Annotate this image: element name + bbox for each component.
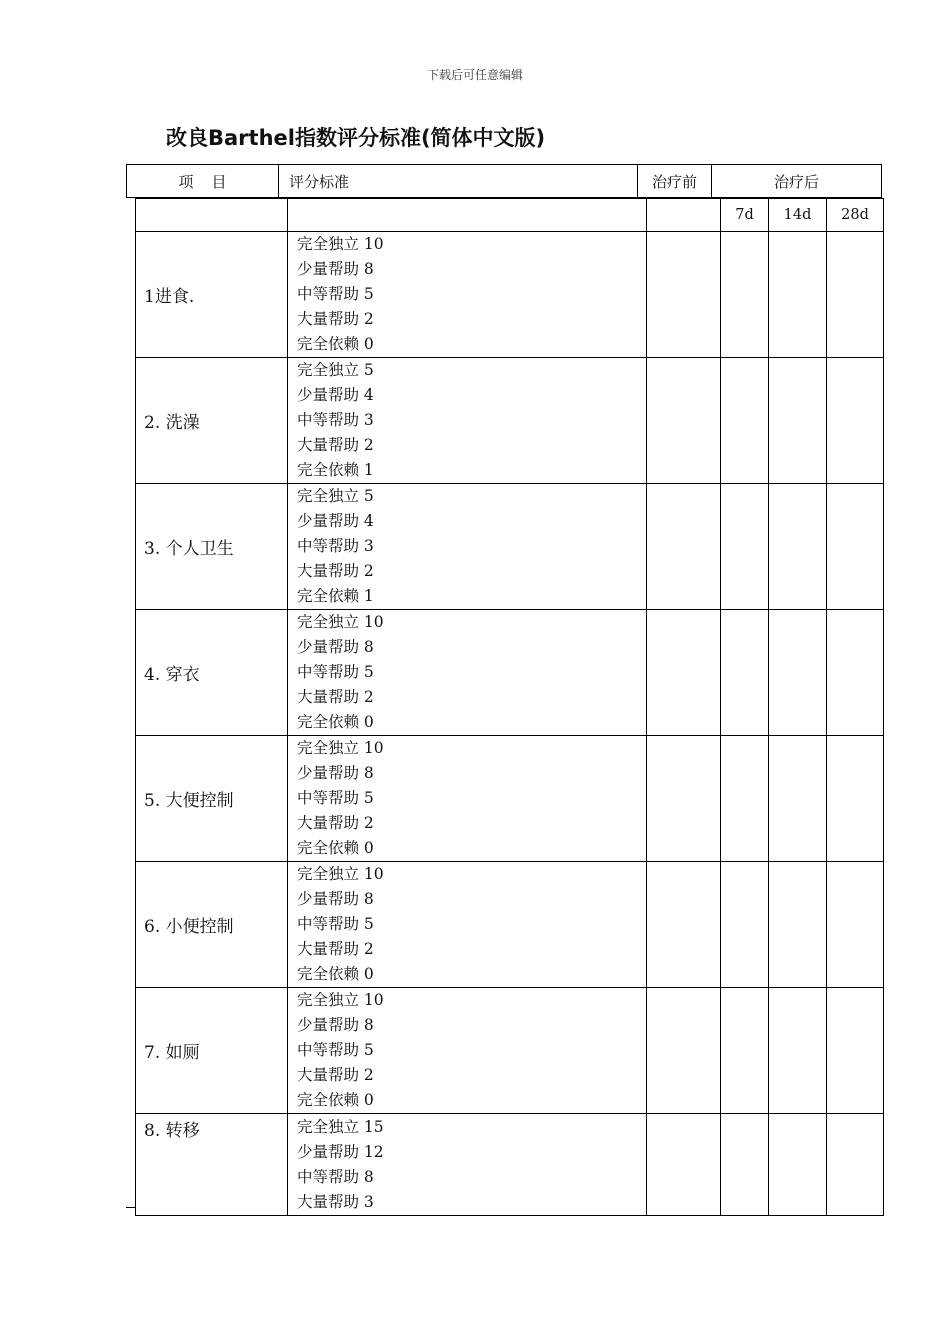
score-7d-cell[interactable] bbox=[721, 1114, 769, 1216]
header-after-treatment: 治疗后 bbox=[773, 172, 819, 191]
criteria-line: 完全独立 5 bbox=[297, 361, 374, 379]
criteria-cell bbox=[288, 862, 647, 988]
item-name: 6. 小便控制 bbox=[136, 862, 288, 988]
criteria-cell bbox=[288, 610, 647, 736]
score-7d-cell[interactable] bbox=[721, 484, 769, 610]
criteria-line: 少量帮助 4 bbox=[297, 386, 374, 404]
score-before-cell[interactable] bbox=[647, 736, 721, 862]
criteria-line: 大量帮助 2 bbox=[297, 940, 374, 958]
day-28d: 28d bbox=[827, 199, 884, 232]
item-name: 4. 穿衣 bbox=[136, 610, 288, 736]
score-7d-cell[interactable] bbox=[721, 736, 769, 862]
table-row bbox=[136, 484, 884, 610]
day-14d: 14d bbox=[769, 199, 827, 232]
score-7d-cell[interactable] bbox=[721, 988, 769, 1114]
criteria-line: 大量帮助 2 bbox=[297, 688, 374, 706]
day-7d: 7d bbox=[721, 199, 769, 232]
edge-mark bbox=[126, 1207, 135, 1208]
score-14d-cell[interactable] bbox=[769, 610, 827, 736]
criteria-line: 大量帮助 3 bbox=[297, 1192, 374, 1211]
table-row bbox=[136, 232, 884, 358]
score-14d-cell[interactable] bbox=[769, 484, 827, 610]
criteria-line: 中等帮助 5 bbox=[297, 663, 374, 681]
score-28d-cell[interactable] bbox=[827, 736, 884, 862]
criteria-line: 完全独立 15 bbox=[297, 1117, 384, 1136]
table-row bbox=[136, 736, 884, 862]
criteria-line: 完全独立 10 bbox=[297, 613, 384, 631]
criteria-line: 少量帮助 8 bbox=[297, 260, 374, 278]
score-before-cell[interactable] bbox=[647, 988, 721, 1114]
criteria-line: 中等帮助 5 bbox=[297, 285, 374, 303]
criteria-line: 少量帮助 8 bbox=[297, 1016, 374, 1034]
score-14d-cell[interactable] bbox=[769, 988, 827, 1114]
criteria-line: 完全依赖 1 bbox=[297, 587, 374, 605]
score-28d-cell[interactable] bbox=[827, 862, 884, 988]
criteria-line: 完全依赖 1 bbox=[297, 461, 374, 479]
criteria-cell bbox=[288, 232, 647, 358]
criteria-line: 大量帮助 2 bbox=[297, 1066, 374, 1084]
criteria-cell bbox=[288, 1114, 647, 1216]
table-row bbox=[136, 358, 884, 484]
score-28d-cell[interactable] bbox=[827, 988, 884, 1114]
criteria-line: 少量帮助 8 bbox=[297, 890, 374, 908]
criteria-line: 中等帮助 5 bbox=[297, 1041, 374, 1059]
criteria-cell bbox=[288, 988, 647, 1114]
criteria-line: 完全依赖 0 bbox=[297, 713, 374, 731]
criteria-line: 完全依赖 0 bbox=[297, 965, 374, 983]
criteria-line: 少量帮助 12 bbox=[297, 1142, 384, 1161]
table-row bbox=[136, 1114, 884, 1216]
score-14d-cell[interactable] bbox=[769, 862, 827, 988]
score-7d-cell[interactable] bbox=[721, 232, 769, 358]
score-14d-cell[interactable] bbox=[769, 232, 827, 358]
header-note: 下载后可任意编辑 bbox=[426, 68, 523, 82]
criteria-line: 完全独立 10 bbox=[297, 739, 384, 757]
criteria-line: 完全独立 10 bbox=[297, 991, 384, 1009]
item-name: 3. 个人卫生 bbox=[136, 484, 288, 610]
score-before-cell[interactable] bbox=[647, 1114, 721, 1216]
criteria-line: 大量帮助 2 bbox=[297, 310, 374, 328]
criteria-line: 完全依赖 0 bbox=[297, 1091, 374, 1109]
criteria-line: 完全独立 10 bbox=[297, 865, 384, 883]
criteria-line: 大量帮助 2 bbox=[297, 436, 374, 454]
table-row bbox=[136, 862, 884, 988]
score-14d-cell[interactable] bbox=[769, 1114, 827, 1216]
item-name: 1进食. bbox=[136, 232, 288, 358]
header-item: 项目 bbox=[127, 165, 279, 197]
criteria-line: 完全独立 5 bbox=[297, 487, 374, 505]
score-28d-cell[interactable] bbox=[827, 484, 884, 610]
barthel-table bbox=[135, 198, 884, 1216]
table-row bbox=[136, 988, 884, 1114]
criteria-cell bbox=[288, 736, 647, 862]
criteria-line: 中等帮助 3 bbox=[297, 411, 374, 429]
score-14d-cell[interactable] bbox=[769, 358, 827, 484]
table-row bbox=[136, 610, 884, 736]
empty-cell bbox=[288, 199, 647, 232]
score-before-cell[interactable] bbox=[647, 232, 721, 358]
criteria-line: 少量帮助 4 bbox=[297, 512, 374, 530]
criteria-line: 少量帮助 8 bbox=[297, 764, 374, 782]
score-7d-cell[interactable] bbox=[721, 610, 769, 736]
item-name: 2. 洗澡 bbox=[136, 358, 288, 484]
criteria-cell bbox=[288, 484, 647, 610]
criteria-line: 大量帮助 2 bbox=[297, 562, 374, 580]
header-criteria: 评分标准 bbox=[279, 165, 638, 197]
criteria-cell bbox=[288, 358, 647, 484]
day-header-row bbox=[136, 199, 884, 232]
criteria-line: 中等帮助 8 bbox=[297, 1167, 374, 1186]
criteria-line: 完全依赖 0 bbox=[297, 839, 374, 857]
criteria-line: 中等帮助 3 bbox=[297, 537, 374, 555]
score-28d-cell[interactable] bbox=[827, 610, 884, 736]
score-before-cell[interactable] bbox=[647, 484, 721, 610]
score-28d-cell[interactable] bbox=[827, 1114, 884, 1216]
score-28d-cell[interactable] bbox=[827, 358, 884, 484]
criteria-line: 完全依赖 0 bbox=[297, 335, 374, 353]
criteria-line: 中等帮助 5 bbox=[297, 789, 374, 807]
empty-cell bbox=[136, 199, 288, 232]
criteria-line: 中等帮助 5 bbox=[297, 915, 374, 933]
table-header-row bbox=[126, 164, 882, 198]
item-name: 5. 大便控制 bbox=[136, 736, 288, 862]
score-before-cell[interactable] bbox=[647, 358, 721, 484]
criteria-line: 少量帮助 8 bbox=[297, 638, 374, 656]
score-before-cell[interactable] bbox=[647, 610, 721, 736]
score-before-cell[interactable] bbox=[647, 862, 721, 988]
criteria-line: 大量帮助 2 bbox=[297, 814, 374, 832]
item-name: 8. 转移 bbox=[136, 1114, 288, 1216]
criteria-line: 完全独立 10 bbox=[297, 235, 384, 253]
score-7d-cell[interactable] bbox=[721, 358, 769, 484]
header-before-treatment: 治疗前 bbox=[638, 165, 712, 197]
score-7d-cell[interactable] bbox=[721, 862, 769, 988]
document-title: 改良Barthel指数评分标准(简体中文版) bbox=[166, 126, 546, 150]
item-name: 7. 如厕 bbox=[136, 988, 288, 1114]
score-28d-cell[interactable] bbox=[827, 232, 884, 358]
score-14d-cell[interactable] bbox=[769, 736, 827, 862]
empty-cell bbox=[647, 199, 721, 232]
